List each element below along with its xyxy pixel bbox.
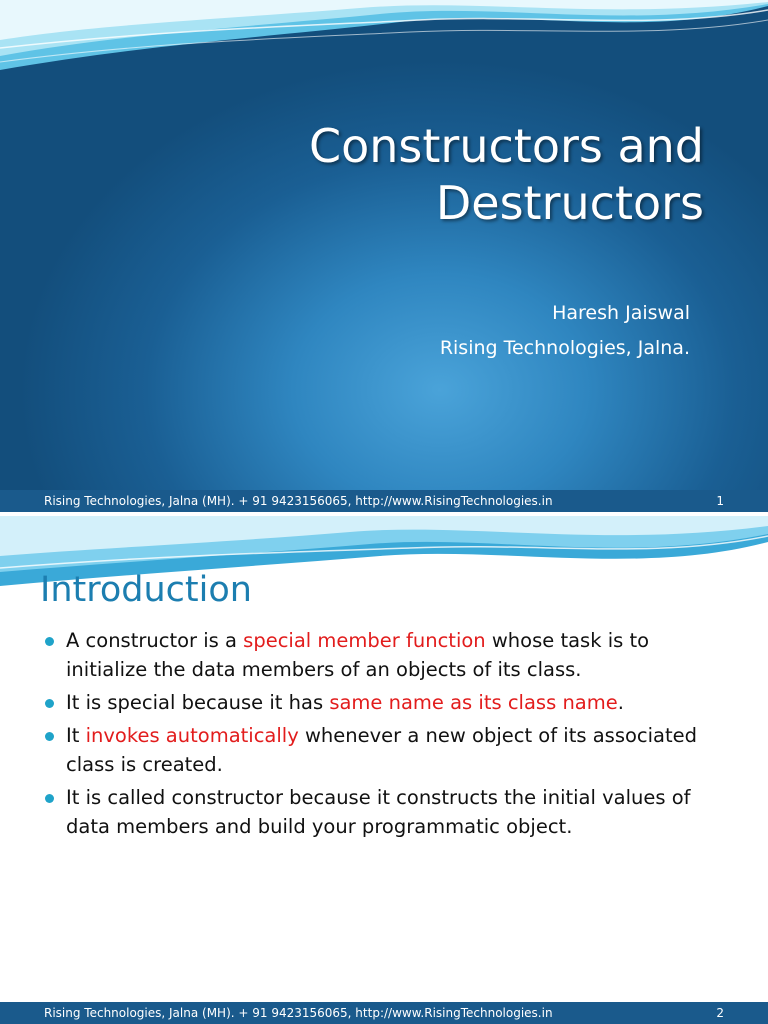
bullet-text: It: [66, 724, 86, 747]
slide-heading: Introduction: [40, 570, 252, 610]
highlighted-term: invokes automatically: [85, 724, 299, 747]
bullet-text: It is called constructor because it constructs the initial values of data members and build your programmatic object.: [66, 786, 691, 838]
highlighted-term: same name as its class name: [329, 691, 618, 714]
bullet-text: A constructor is a: [66, 629, 244, 652]
list-item: [66, 783, 736, 841]
slide-title: [84, 118, 704, 232]
bullet-list: [66, 626, 736, 845]
footer-text: Rising Technologies, Jalna (MH). + 91 9423156065, http://www.RisingTechnologies.in: [44, 494, 553, 508]
slide-footer: [0, 490, 768, 512]
slide-footer: [0, 1002, 768, 1024]
title-line-1: Constructors and: [309, 119, 704, 173]
bullet-text: It is special because it has: [66, 691, 330, 714]
bullet-text: .: [617, 691, 624, 714]
list-item: [66, 721, 736, 779]
footer-text: Rising Technologies, Jalna (MH). + 91 9423156065, http://www.RisingTechnologies.in: [44, 1006, 553, 1020]
bullet-text: whose task is to initialize the data members of an objects of its class.: [66, 629, 650, 681]
bullet-icon: [45, 732, 54, 741]
author-name: Haresh Jaiswal: [552, 302, 690, 324]
list-item: [66, 688, 736, 717]
wave-decoration: [0, 0, 768, 90]
bullet-text: whenever a new object of its associated class is created.: [66, 724, 698, 776]
bullet-icon: [45, 699, 54, 708]
bullet-icon: [45, 794, 54, 803]
content-slide: [0, 512, 768, 1024]
organization-name: Rising Technologies, Jalna.: [439, 337, 690, 359]
list-item: [66, 626, 736, 684]
bullet-icon: [45, 637, 54, 646]
slide-subtitle: [170, 296, 690, 366]
page-number: 1: [716, 494, 724, 508]
page-number: 2: [716, 1006, 724, 1020]
highlighted-term: special member function: [243, 629, 486, 652]
title-line-2: Destructors: [435, 176, 704, 230]
